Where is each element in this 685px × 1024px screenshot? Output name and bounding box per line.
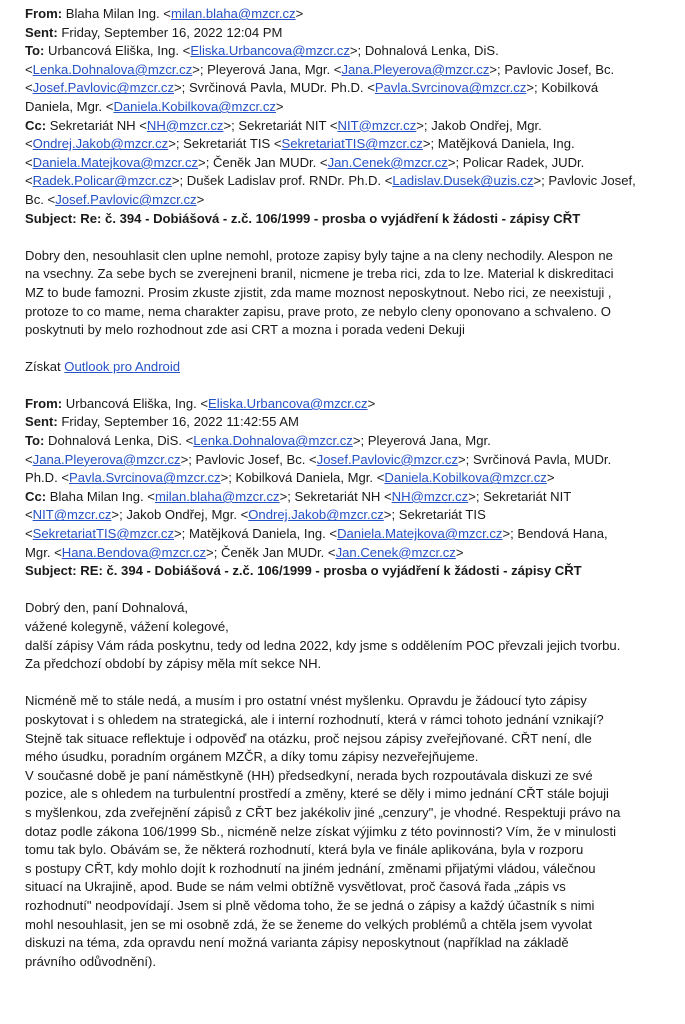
recipient-text: >; Pavlovic Josef, Bc. xyxy=(489,61,615,77)
recipient-text: >; Jakob Ondřej, Mgr. < xyxy=(111,507,249,523)
recipient-email-link[interactable]: NIT@mzcr.cz xyxy=(32,507,112,523)
recipient-email-link[interactable]: Jana.Pleyerova@mzcr.cz xyxy=(341,61,490,77)
recipient-text: Blaha Milan Ing. < xyxy=(49,488,155,504)
email1-to xyxy=(25,42,665,116)
recipient-text: >; Matějková Daniela, Ing. xyxy=(422,136,575,152)
recipient-text: >; Sekretariát NIT xyxy=(468,488,572,504)
recipient-text: < xyxy=(25,507,33,523)
sent-label: Sent: xyxy=(25,24,58,40)
recipient-text: Mgr. < xyxy=(25,544,62,560)
recipient-text: >; Kobilková xyxy=(526,80,599,96)
body-line: poskytovat i s ohledem na strategická, ale i interní rozhodnutí, která v rámci tohoto jednání vznikají? xyxy=(25,711,604,727)
recipient-email-link[interactable]: Pavla.Svrcinova@mzcr.cz xyxy=(69,470,221,486)
recipient-email-link[interactable]: SekretariatTIS@mzcr.cz xyxy=(32,526,175,542)
to-label: To: xyxy=(25,433,45,449)
body-line: dotaz podle zákona 106/1999 Sb., nicméně nelze získat výjimku z této povinnosti? Vím, že v minulosti xyxy=(25,823,616,839)
recipient-text: Bc. < xyxy=(25,191,56,207)
cc-recipients xyxy=(25,118,636,207)
recipient-email-link[interactable]: Radek.Policar@mzcr.cz xyxy=(32,173,172,189)
sender-name: Blaha Milan Ing. < xyxy=(65,6,171,21)
body-line: diskuzi na téma, zda opravdu není možná varianta zápisy neposkytnout (například na základě xyxy=(25,935,569,951)
recipient-text: >; Policar Radek, JUDr. xyxy=(447,154,585,170)
recipient-text: < xyxy=(25,173,33,189)
body-line: s postupy CŘT, kdy mohlo dojít k rozhodnutí na jiném jednání, změnami přijatými vládou, válečnou xyxy=(25,860,596,876)
recipient-text: Urbancová Eliška, Ing. < xyxy=(48,43,191,59)
recipient-text: >; Pavlovic Josef, xyxy=(533,173,636,189)
recipient-email-link[interactable]: Josef.Pavlovic@mzcr.cz xyxy=(316,451,459,467)
body-line: pozice, ale s ohledem na turbulentní prostředí a změny, které se děly i mimo jednání CŘT stále bojuji xyxy=(25,786,609,802)
recipient-text: > xyxy=(455,544,464,560)
recipient-text: >; Sekretariát TIS xyxy=(383,507,486,523)
email2-subject xyxy=(25,562,665,581)
email2-sent xyxy=(25,413,665,432)
recipient-text: < xyxy=(25,451,33,467)
body-line: tomu tak bylo. Obávám se, že některá rozhodnutí, která byla ve finále aplikována, byla v rozporu xyxy=(25,842,584,858)
recipient-email-link[interactable]: Lenka.Dohnalova@mzcr.cz xyxy=(193,433,353,449)
email2-body xyxy=(25,692,665,971)
recipient-email-link[interactable]: Hana.Bendova@mzcr.cz xyxy=(61,544,207,560)
recipient-text: < xyxy=(25,154,33,170)
to-recipients xyxy=(25,433,611,485)
body-line: MZ to bude famozni. Prosim zkuste zjistit, zda mame moznost neposkytnout. Nebo rici, ze neexistuji , xyxy=(25,284,612,300)
body-line: situací na Ukrajině, apod. Bude se nám velmi obtížně vysvětlovat, proč časová řada „zápis vs xyxy=(25,879,566,895)
body-line: vážené kolegyně, vážení kolegové, xyxy=(25,619,229,634)
recipient-email-link[interactable]: NH@mzcr.cz xyxy=(146,117,224,133)
recipient-text: >; Kobilková Daniela, Mgr. < xyxy=(220,470,385,486)
recipient-email-link[interactable]: Ladislav.Dusek@uzis.cz xyxy=(392,173,534,189)
email2-to xyxy=(25,432,665,488)
recipient-text: >; Sekretariát TIS < xyxy=(168,136,282,152)
recipient-text: < xyxy=(25,80,33,96)
recipient-email-link[interactable]: NH@mzcr.cz xyxy=(391,488,469,504)
recipient-text: Dohnalová Lenka, DiS. < xyxy=(48,433,194,449)
recipient-text: < xyxy=(25,136,33,152)
sender-email-link[interactable]: Eliska.Urbancova@mzcr.cz xyxy=(208,395,368,411)
recipient-text: > xyxy=(196,191,205,207)
recipient-email-link[interactable]: Daniela.Matejkova@mzcr.cz xyxy=(337,526,503,542)
recipient-email-link[interactable]: Lenka.Dohnalova@mzcr.cz xyxy=(32,61,193,77)
sender-email-link[interactable]: milan.blaha@mzcr.cz xyxy=(170,6,296,21)
recipient-email-link[interactable]: Eliska.Urbancova@mzcr.cz xyxy=(190,43,350,59)
recipient-email-link[interactable]: Pavla.Svrcinova@mzcr.cz xyxy=(374,80,527,96)
email2-from xyxy=(25,395,665,414)
subject-label: Subject: xyxy=(25,563,77,579)
recipient-text: Ph.D. < xyxy=(25,470,70,486)
recipient-text: >; Čeněk Jan MUDr. < xyxy=(206,544,336,560)
subject-text: Re: č. 394 - Dobiášová - z.č. 106/1999 - prosba o vyjádření k žádosti - zápisy CŘT xyxy=(80,210,581,226)
email1-subject xyxy=(25,210,665,229)
sent-date: Friday, September 16, 2022 12:04 PM xyxy=(61,24,283,40)
recipient-email-link[interactable]: Ondrej.Jakob@mzcr.cz xyxy=(32,136,169,152)
recipient-text: < xyxy=(25,61,33,77)
body-line: Stejně tak situace reflektuje i odpověď na otázku, proč nejsou zápisy zveřejňované. CŘT není, dle xyxy=(25,730,592,746)
bracket: > xyxy=(367,395,376,411)
recipient-text: < xyxy=(25,526,33,542)
body-line: rozhodnutí" neodpovídají. Jsem si plně vědoma toho, že se jedná o zápisy a každý účastník s nimi xyxy=(25,897,595,913)
recipient-email-link[interactable]: Ondrej.Jakob@mzcr.cz xyxy=(248,507,384,523)
recipient-text: >; Pavlovic Josef, Bc. < xyxy=(180,451,317,467)
body-line: Dobry den, nesouhlasit clen uplne nemohl, protoze zapisy byly tajne a na cleny nechodily. Alespon ne xyxy=(25,247,613,263)
subject-label: Subject: xyxy=(25,210,77,226)
cc-label: Cc: xyxy=(25,117,47,133)
recipient-email-link[interactable]: Daniela.Kobilkova@mzcr.cz xyxy=(113,98,276,114)
recipient-text: >; Svrčinová Pavla, MUDr. Ph.D. < xyxy=(174,80,375,96)
recipient-email-link[interactable]: Josef.Pavlovic@mzcr.cz xyxy=(32,80,175,96)
recipient-text: > xyxy=(546,470,555,486)
email2-cc xyxy=(25,488,665,562)
body-line: Za předchozí období by zápisy měla mít sekce NH. xyxy=(25,656,322,672)
body-line: protoze to co mame, nema charakter zapisu, prave proto, ze nebylo cleny oponovano a schvaleno. O xyxy=(25,303,611,319)
email1-from xyxy=(25,5,665,24)
recipient-text: > xyxy=(275,98,284,114)
bracket: > xyxy=(295,6,304,21)
outlook-android-link[interactable]: Outlook pro Android xyxy=(64,359,181,375)
body-line: poskytnuti by melo rozhodnout zde asi CRT a mozna i porada vedeni Dekuji xyxy=(25,322,465,338)
email1-cc xyxy=(25,117,665,210)
recipient-text: Daniela, Mgr. < xyxy=(25,98,114,114)
to-recipients xyxy=(25,43,614,114)
body-line: V současné době je paní náměstkyně (HH) předsedkyní, nerada bych rozpoutávala diskuzi ze své xyxy=(25,767,593,783)
subject-text: RE: č. 394 - Dobiášová - z.č. 106/1999 - prosba o vyjádření k žádosti - zápisy CŘT xyxy=(80,563,582,579)
cc-recipients xyxy=(25,489,608,560)
recipient-text: >; Čeněk Jan MUDr. < xyxy=(198,154,328,170)
recipient-email-link[interactable]: Daniela.Matejkova@mzcr.cz xyxy=(32,154,199,170)
recipient-text: >; Dohnalová Lenka, DiS. xyxy=(349,43,499,59)
body-line: mého úsudku, poradním orgánem MZČR, a díky tomu zápisy nezveřejňujeme. xyxy=(25,749,479,765)
footer-text: Získat xyxy=(25,359,65,375)
body-line: s myšlenkou, zda zveřejnění zápisů z CŘT bez jakékoliv jiné „cenzury", je vhodné. Respektuji právo na xyxy=(25,804,621,820)
recipient-text: >; Sekretariát NIT < xyxy=(223,117,338,133)
email1-sent xyxy=(25,24,665,43)
recipient-text: >; Pleyerová Jana, Mgr. < xyxy=(192,61,342,77)
recipient-email-link[interactable]: SekretariatTIS@mzcr.cz xyxy=(281,136,423,152)
body-line: mohl nesouhlasit, jen se mi osobně zdá, že se ženeme do velkých problémů a chtěla jsem vyvolat xyxy=(25,916,592,932)
body-line: právního odůvodnění). xyxy=(25,953,157,969)
recipient-email-link[interactable]: Jan.Cenek@mzcr.cz xyxy=(335,544,456,560)
recipient-text: >; Matějková Daniela, Ing. < xyxy=(174,526,338,542)
recipient-text: >; Bendová Hana, xyxy=(502,526,608,542)
recipient-email-link[interactable]: Jan.Cenek@mzcr.cz xyxy=(327,154,448,170)
recipient-text: >; Dušek Ladislav prof. RNDr. Ph.D. < xyxy=(171,173,393,189)
recipient-email-link[interactable]: milan.blaha@mzcr.cz xyxy=(154,488,280,504)
recipient-text: Sekretariát NH < xyxy=(49,117,147,133)
email1-footer xyxy=(25,358,665,377)
cc-label: Cc: xyxy=(25,488,47,504)
recipient-email-link[interactable]: Jana.Pleyerova@mzcr.cz xyxy=(32,451,181,467)
body-line: na vsechny. Za sebe bych se zverejneni branil, nicmene je treba rici, zda to lze. Material k diskreditaci xyxy=(25,266,614,282)
recipient-text: >; Sekretariát NH < xyxy=(279,488,392,504)
sent-label: Sent: xyxy=(25,414,58,430)
sent-date: Friday, September 16, 2022 11:42:55 AM xyxy=(61,414,299,430)
body-line: Dobrý den, paní Dohnalová, xyxy=(25,600,189,616)
from-label: From: xyxy=(25,6,63,21)
email1-body xyxy=(25,247,665,340)
email2-greeting xyxy=(25,599,665,673)
recipient-email-link[interactable]: NIT@mzcr.cz xyxy=(337,117,417,133)
sender-name: Urbancová Eliška, Ing. < xyxy=(65,395,209,411)
body-line: další zápisy Vám ráda poskytnu, tedy od ledna 2022, kdy jsme s oddělením POC převzali jejich tvorbu. xyxy=(25,637,621,653)
to-label: To: xyxy=(25,43,45,59)
recipient-text: >; Svrčinová Pavla, MUDr. xyxy=(458,451,612,467)
from-label: From: xyxy=(25,395,63,411)
recipient-text: >; Pleyerová Jana, Mgr. xyxy=(352,433,491,449)
body-line: Nicméně mě to stále nedá, a musím i pro ostatní vnést myšlenku. Opravdu je žádoucí tyto zápisy xyxy=(25,693,587,709)
recipient-text: >; Jakob Ondřej, Mgr. xyxy=(416,117,542,133)
recipient-email-link[interactable]: Daniela.Kobilkova@mzcr.cz xyxy=(384,470,547,486)
recipient-email-link[interactable]: Josef.Pavlovic@mzcr.cz xyxy=(55,191,197,207)
